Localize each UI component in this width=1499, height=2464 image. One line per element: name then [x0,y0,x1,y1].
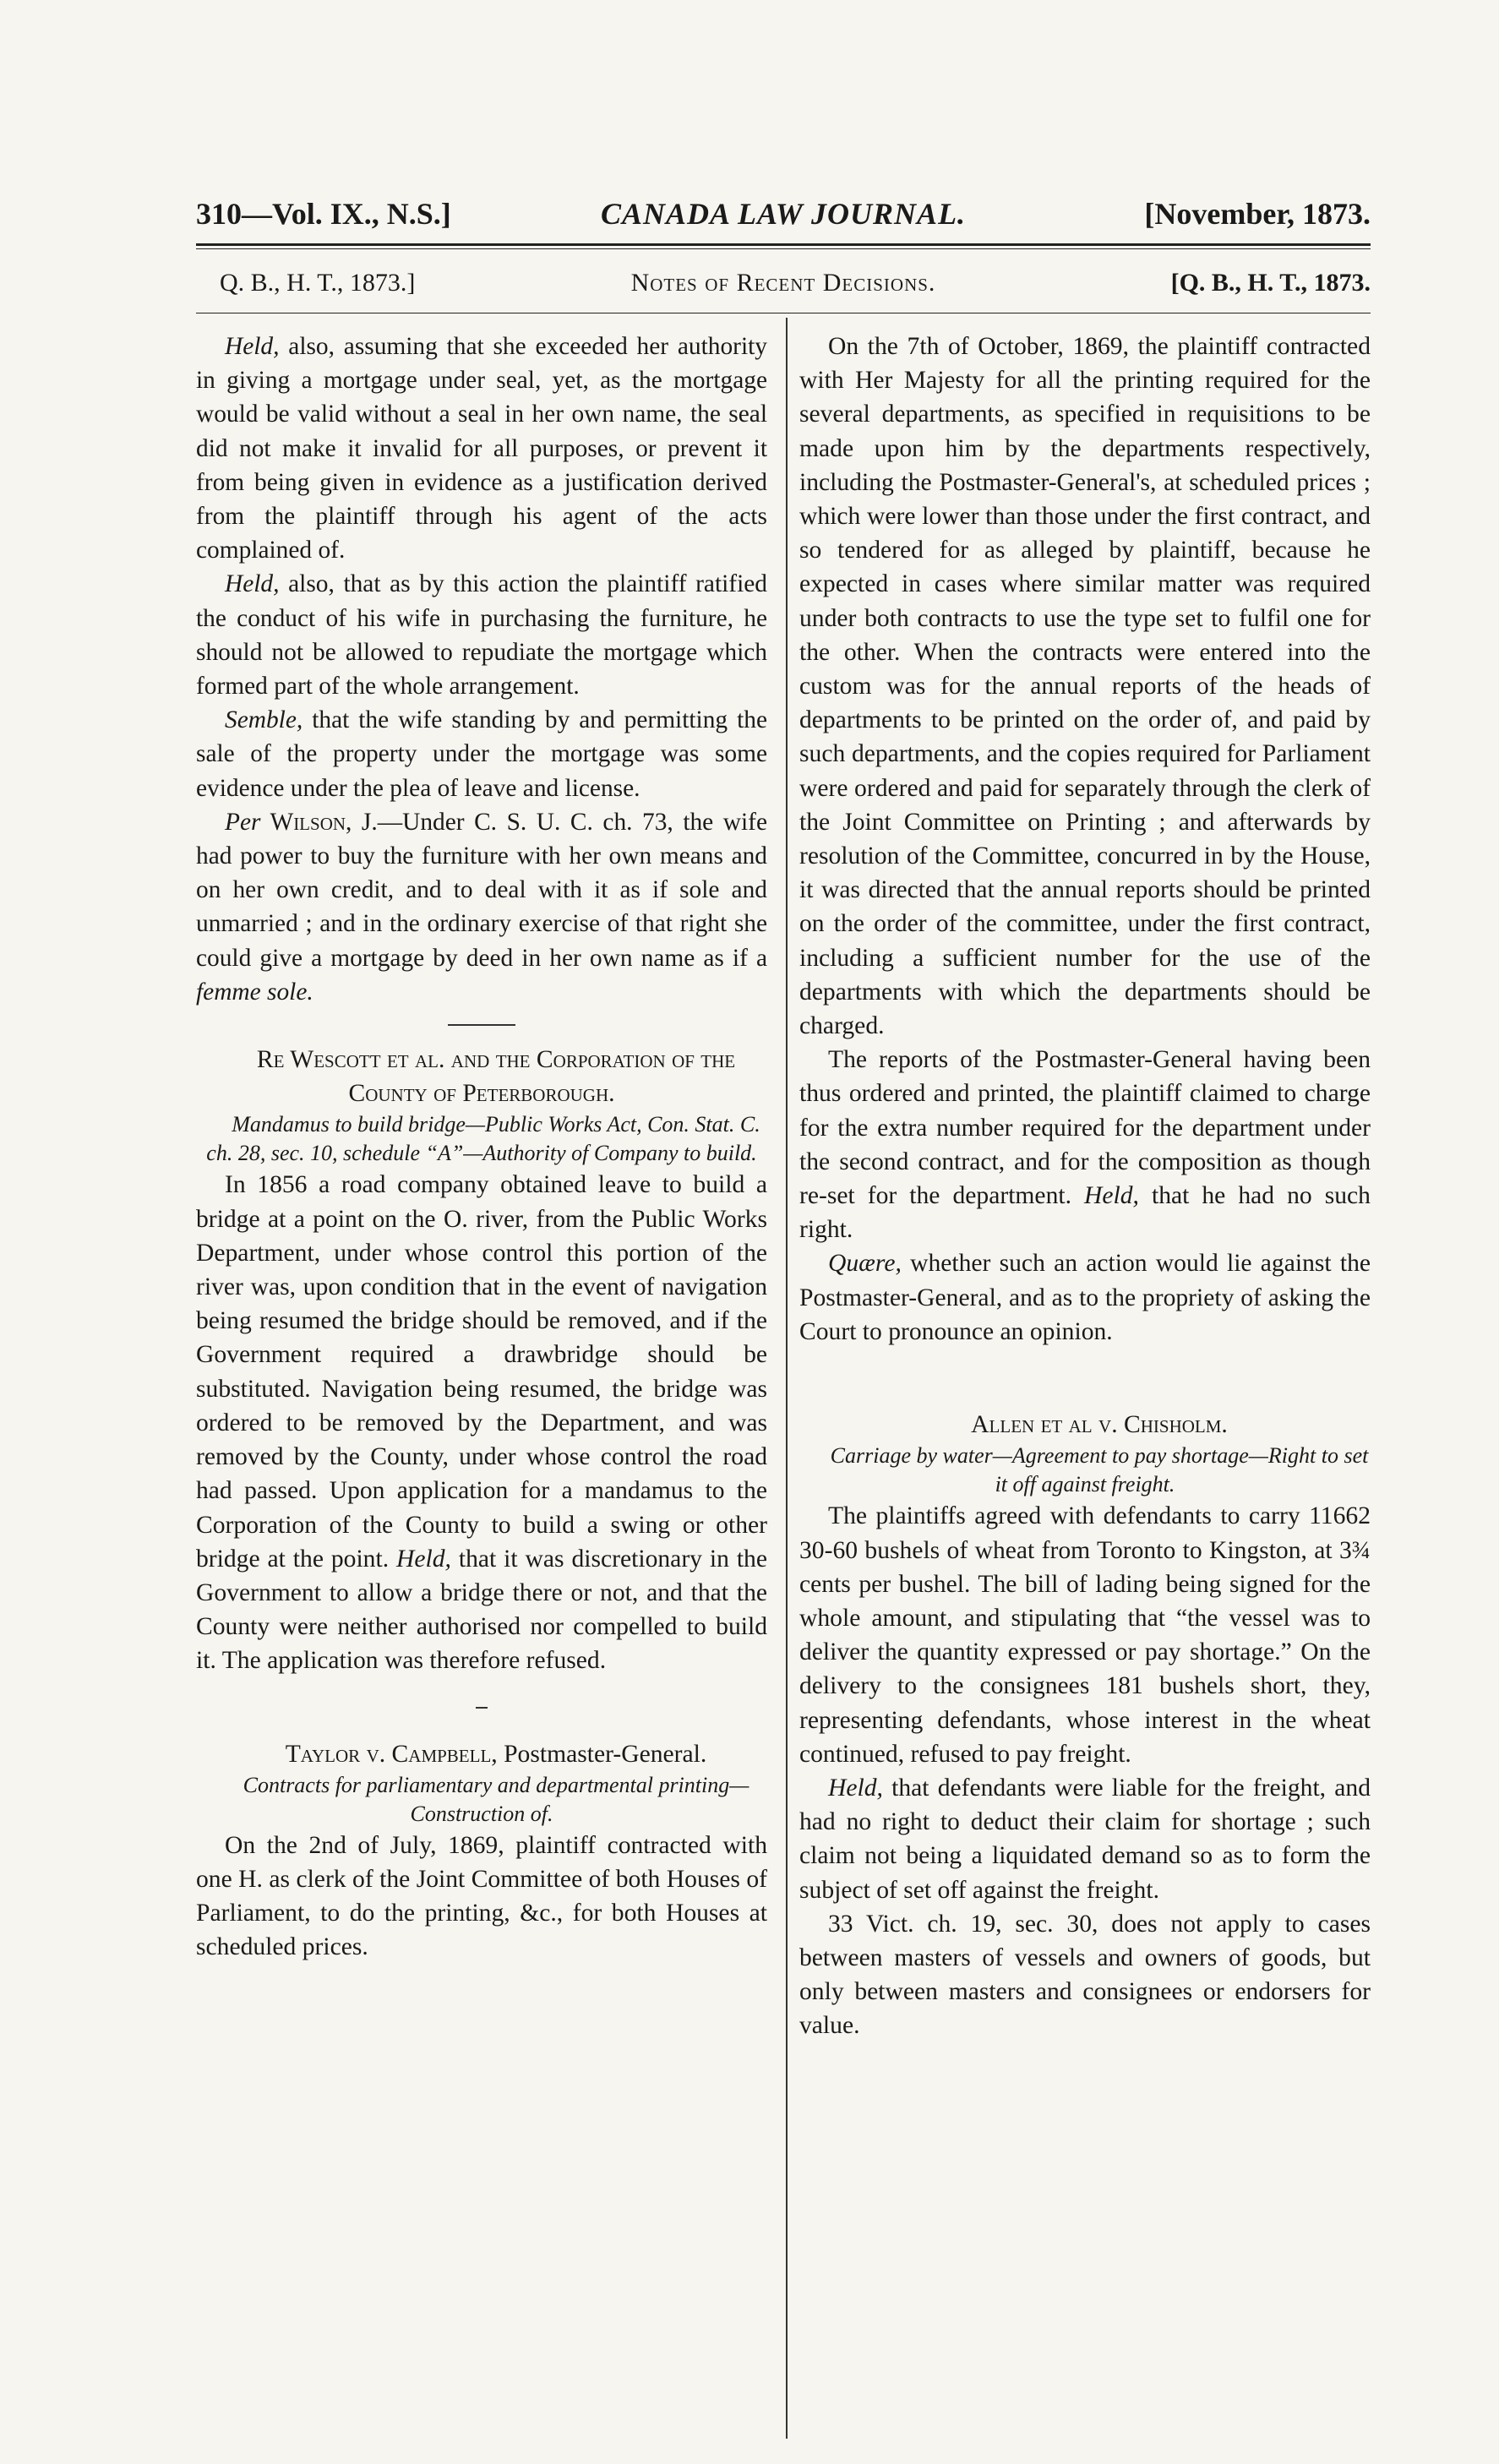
case-paragraph: In 1856 a road company obtained leave to build a bridge at a point on the O. river, from the Public Works Department, under whose control this portion of the river was, upon condition that in the event of navigation being resumed the bridge should be removed, and if the Government required a drawbridge should be substituted. Navigation being resumed, the bridge was ordered to be removed by the Department, and was removed by the County, under whose control the road had passed. Upon application for a mandamus to the Corporation of the County to build a swing or other bridge at the point. Held, that it was discretionary in the Government to allow a bridge there or not, and that the County were neither authorised nor compelled to build it. The application was therefore refused. [196,1171,767,1675]
header-volume: 310—Vol. IX., N.S.] [196,197,451,231]
case-paragraph: On the 2nd of July, 1869, plaintiff contracted with one H. as clerk of the Joint Committee of both Houses of Parliament, to do the printing, &c., for both Houses at scheduled prices. [196,1831,767,1961]
case-separator [476,1707,488,1709]
case-headnote: Contracts for parliamentary and departmental printing—Construction of. [243,1772,750,1826]
section-header [196,269,1371,306]
journal-title: CANADA LAW JOURNAL. [600,197,967,231]
spacer [799,1349,1371,1408]
case-headnote: Mandamus to build bridge—Public Works Act, Con. Stat. C. ch. 28, sec. 10, schedule “A”—Authority of Company to build. [206,1112,760,1166]
left-column [196,330,767,1965]
statute-paragraph: 33 Vict. ch. 19, sec. 30, does not apply to cases between masters of vessels and owners of goods, but only between masters and consignees or endorsers for value. [799,1910,1371,2040]
per-paragraph: Per Wilson, J.—Under C. S. U. C. ch. 73, the wife had power to buy the furniture with her own means and on her own credit, and to deal with it as if sole and unmarried ; and in the ordinary exercise of that right she could give a mortgage by deed in her own name as if a femme sole. [196,808,767,1006]
section-header-right: [Q. B., H. T., 1873. [1170,269,1371,297]
case-paragraph: The plaintiffs agreed with defendants to carry 11662 30-60 bushels of wheat from Toronto to Kingston, at 3¾ cents per bushel. The bill of lading being signed for the whole amount, and stipulating that “the vessel was to deliver the quantity expressed or pay shortage.” On the delivery to the consignees 181 bushels short, they, representing defendants, whose interest in the wheat continued, refused to pay freight. [799,1502,1371,1768]
running-header [196,196,1371,238]
header-rule-thin [196,248,1371,249]
case-headnote: Carriage by water—Agreement to pay shortage—Right to set it off against freight. [830,1443,1369,1497]
right-column [799,330,1371,2043]
case-paragraph: The reports of the Postmaster-General having been thus ordered and printed, the plaintiff claimed to charge for the extra number required for the department under the second contract, and for the composition as though re-set for the department. Held, that he had no such right. [799,1046,1371,1244]
held-paragraph: Held, also, assuming that she exceeded her authority in giving a mortgage under seal, yet, as the mortgage would be valid without a seal in her own name, the seal did not make it invalid for all purposes, or prevent it from being given in evidence as a justification derived from the plaintiff through his agent of the acts complained of. [196,333,767,564]
header-rule-thick [196,243,1371,246]
held-paragraph: Held, that defendants were liable for the freight, and had no right to deduct their claim for shortage ; such claim not being a liquidated demand so as to form the subject of set off against the freight. [799,1774,1371,1904]
case-paragraph: On the 7th of October, 1869, the plaintiff contracted with Her Majesty for all the printing required for the several departments, as specified in requisitions to be made upon him by the departments respectively, including the Postmaster-General's, at scheduled prices ; which were lower than those under the first contract, and so tendered for as alleged by plaintiff, because he expected in cases where similar matter was required under both contracts to use the type set to fulfil one for the other. When the contracts were entered into the custom was for the annual reports of the heads of departments to be printed on the order of, and paid by such departments, and the copies required for Parliament were ordered and paid for separately through the clerk of the Joint Committee on Printing ; and afterwards by resolution of the Committee, concurred in by the House, it was directed that the annual reports should be printed on the order of the committee, under the first contract, including a sufficient number for the use of the departments with which the departments should be charged. [799,333,1371,1040]
held-paragraph: Held, also, that as by this action the plaintiff ratified the conduct of his wife in purchasing the furniture, he should not be allowed to repudiate the mortgage which formed part of the whole arrangement. [196,570,767,700]
column-divider [786,318,788,2439]
case-title: Allen et al v. Chisholm. [971,1411,1228,1439]
case-separator [448,1024,515,1026]
case-title: Re Wescott et al. and the Corporation of the County of Peterborough. [256,1046,736,1108]
header-date: [November, 1873. [1144,197,1371,231]
quaere-paragraph: Quære, whether such an action would lie against the Postmaster-General, and as to the propriety of asking the Court to pronounce an opinion. [799,1250,1371,1345]
section-title: Notes of Recent Decisions. [630,269,936,297]
section-header-left: Q. B., H. T., 1873.] [220,269,416,297]
semble-paragraph: Semble, that the wife standing by and permitting the sale of the property under the mortgage was some evidence under the plea of leave and license. [196,706,767,802]
case-title: Taylor v. Campbell, Postmaster-General. [285,1740,707,1768]
